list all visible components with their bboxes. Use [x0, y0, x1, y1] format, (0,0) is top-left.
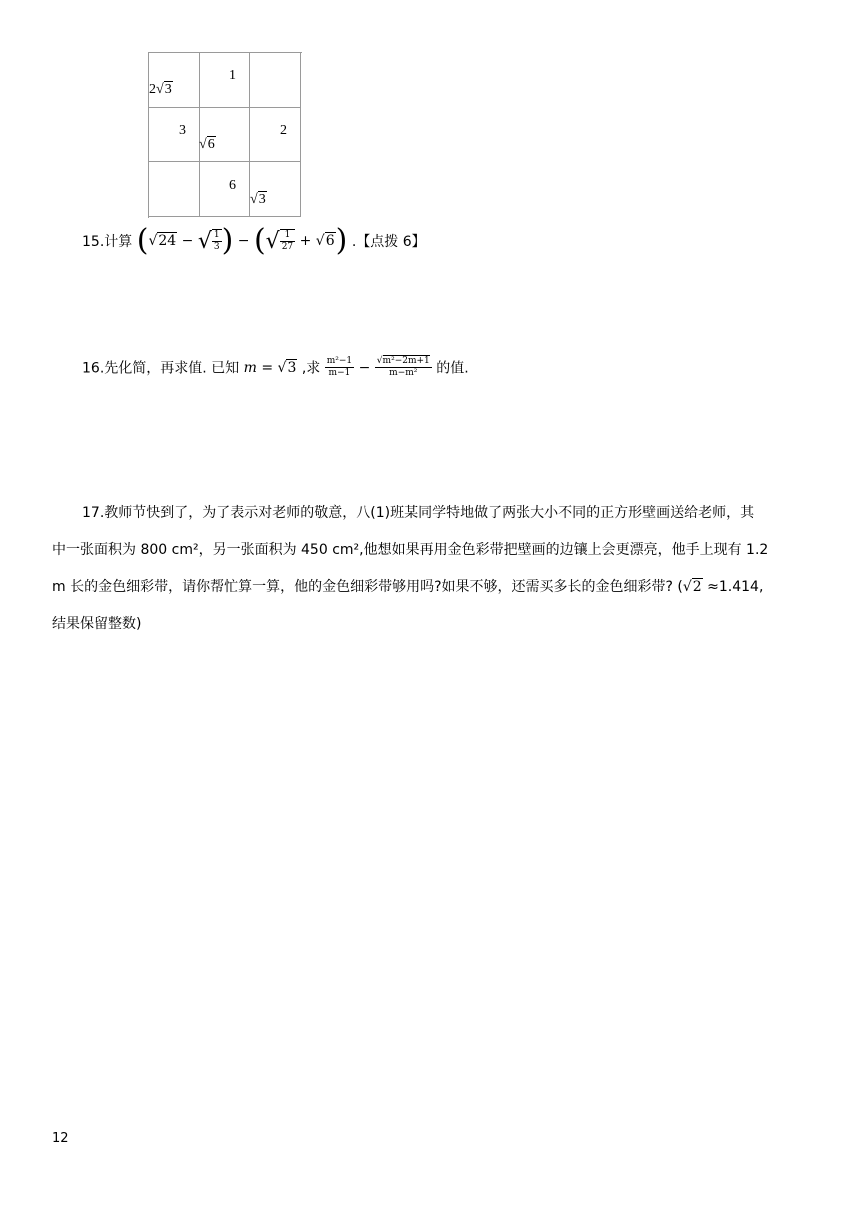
grid-cell-r1c1	[199, 107, 250, 162]
grid-cell-r2c0	[149, 162, 200, 217]
grid-cell-text: 2√3	[149, 82, 172, 97]
grid-cell-text: √3	[250, 192, 266, 207]
grid-cell-r0c1	[199, 53, 250, 108]
grid-cell-r2c1	[199, 162, 250, 217]
grid-cell-r1c0	[149, 107, 200, 162]
question-16: 16.先化简，再求值. 已知 m = √3 ,求 $\frac{\text{m²−1}}{m-1}$ − $\frac{\text{√m²−2m+1}}{\text{m−m²}}$ 的值.	[82, 356, 469, 378]
page-number: 12	[52, 1131, 69, 1146]
grid-cell-text: √6	[199, 137, 215, 152]
question-17-line: 17.教师节快到了，为了表示对老师的敬意，八(1)班某同学特地做了两张大小不同的正方形壁画送给老师，其	[82, 505, 755, 521]
question-15-hint: .【点拨 6】	[351, 234, 426, 250]
grid-cell-text: 1	[229, 68, 236, 83]
question-17-line: 结果保留整数)	[52, 616, 142, 632]
grid-cell-r2c2	[250, 162, 301, 217]
grid-cell-r1c2	[250, 107, 301, 162]
grid-cell-text: 3	[179, 123, 186, 138]
question-15	[82, 223, 426, 258]
question-15-formula: (√24 − √ $\frac{1}{3}$ ) − (√ $\frac{1}{27}$ + √6)	[136, 223, 348, 258]
question-16-formula: m = √3	[243, 359, 297, 376]
grid-cell-r0c0	[149, 53, 200, 108]
question-17-line: m 长的金色细彩带，请你帮忙算一算，他的金色细彩带够用吗?如果不够，还需买多长的金色细彩带? (√2 ≈1.414,	[52, 579, 764, 595]
grid-cell-text: 2	[280, 123, 287, 138]
grid-cell-text: 6	[229, 178, 236, 193]
grid-cell-r0c2	[250, 53, 301, 108]
question-15-label: 15.计算	[82, 234, 133, 250]
question-16-label: 16.先化简，再求值. 已知	[82, 360, 240, 377]
number-grid	[148, 52, 302, 218]
question-17-line: 中一张面积为 800 cm²，另一张面积为 450 cm²,他想如果再用金色彩带把壁画的边镶上会更漂亮，他手上现有 1.2	[52, 542, 769, 558]
